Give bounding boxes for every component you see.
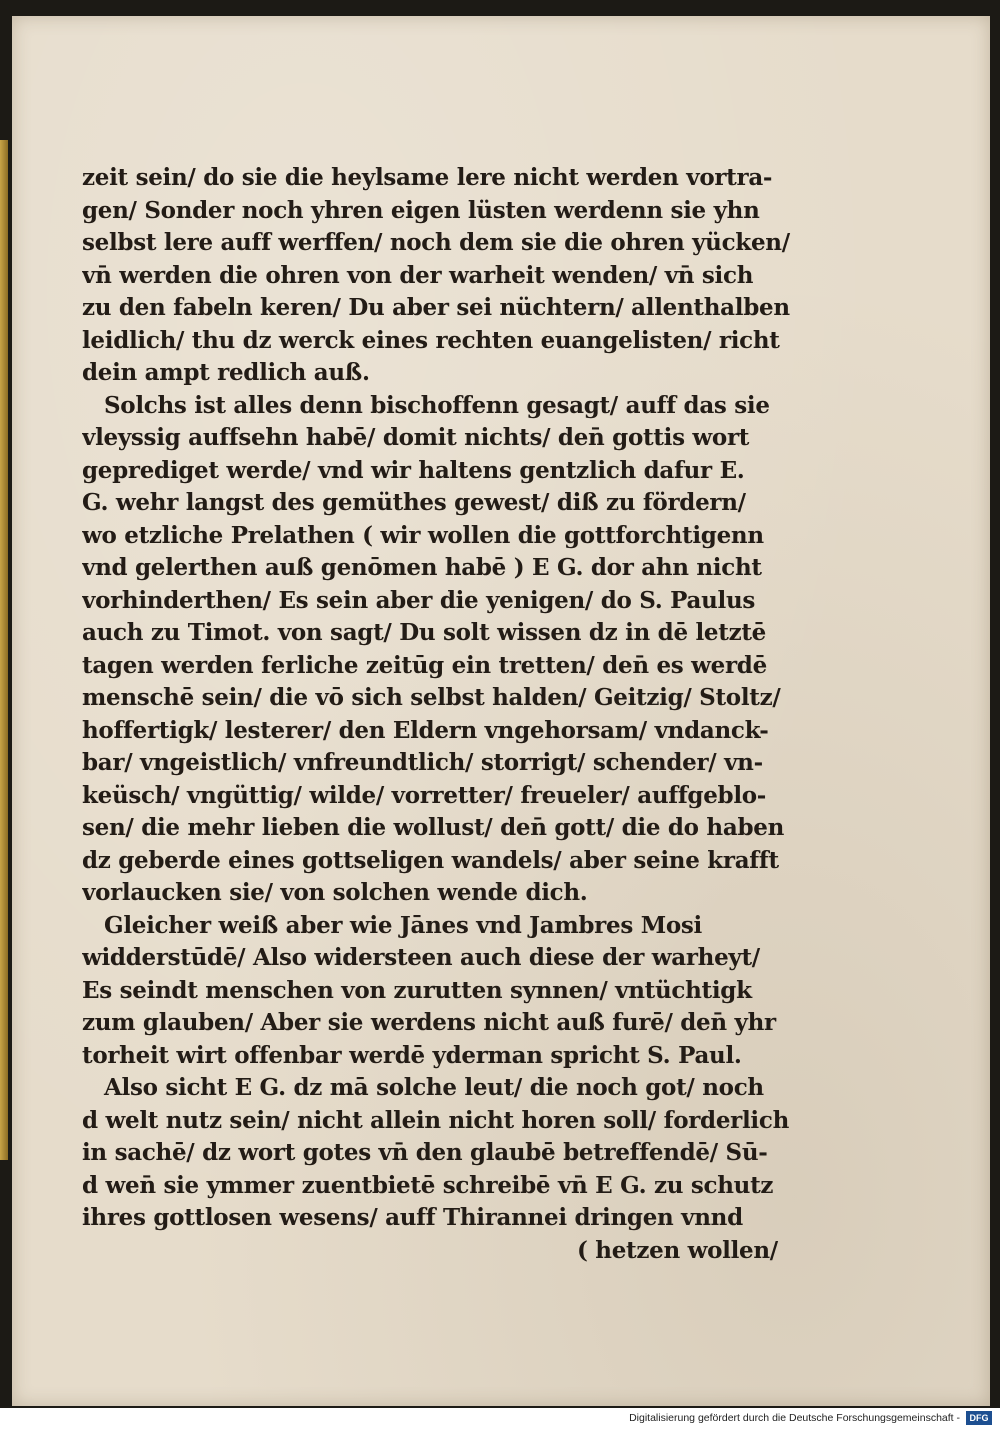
text-line: d welt nutz sein/ nicht allein nicht horen soll/ forderlich	[82, 1106, 789, 1134]
text-line: gen/ Sonder noch yhren eigen lüsten werdenn sie yhn	[82, 196, 760, 224]
text-line: geprediget werde/ vnd wir haltens gentzlich dafur E.	[82, 456, 745, 484]
text-line: widderstūdē/ Also widersteen auch diese der warheyt/	[82, 944, 760, 971]
text-line: vorhinderthen/ Es sein aber die yenigen/ do S. Paulus	[82, 586, 756, 614]
text-line: bar/ vngeistlich/ vnfreundtlich/ storrigt/ schender/ vn-	[82, 749, 763, 776]
catchword: ( hetzen wollen/	[577, 1236, 778, 1264]
text-line: vnd gelerthen auß genōmen habē ) E G. dor ahn nicht	[82, 554, 762, 581]
text-line: wo etzliche Prelathen ( wir wollen die gottforchtigenn	[82, 521, 764, 549]
text-line: Solchs ist alles denn bischoffenn gesagt/ auff das sie	[104, 391, 770, 419]
page-text	[82, 162, 802, 1267]
text-line: d wen̄ sie ymmer zuentbietē schreibē vn̄ E G. zu schutz	[82, 1171, 774, 1199]
footer-bar	[0, 1408, 1000, 1431]
text-line: zeit sein/ do sie die heylsame lere nicht werden vortra-	[82, 164, 773, 191]
text-line: zu den fabeln keren/ Du aber sei nüchtern/ allenthalben	[82, 294, 790, 321]
text-line: vorlaucken sie/ von solchen wende dich.	[82, 879, 588, 906]
dfg-logo-icon: DFG	[966, 1411, 992, 1425]
text-line: selbst lere auff werffen/ noch dem sie die ohren yücken/	[82, 229, 790, 256]
text-line: torheit wirt offenbar werdē yderman spricht S. Paul.	[82, 1041, 742, 1069]
text-line: tagen werden ferliche zeitūg ein tretten/ den̄ es werdē	[82, 651, 767, 679]
text-line: in sachē/ dz wort gotes vn̄ den glaubē betreffendē/ Sū-	[82, 1139, 768, 1166]
book-edge	[0, 140, 8, 1160]
text-line: vn̄ werden die ohren von der warheit wenden/ vn̄ sich	[82, 261, 754, 289]
text-line: Gleicher weiß aber wie Jānes vnd Jambres Mosi	[104, 911, 702, 939]
text-line: auch zu Timot. von sagt/ Du solt wissen dz in dē letztē	[82, 619, 767, 646]
text-line: sen/ die mehr lieben die wollust/ den̄ gott/ die do haben	[82, 814, 784, 841]
text-line: Also sicht E G. dz mā solche leut/ die noch got/ noch	[104, 1074, 764, 1101]
text-line: leidlich/ thu dz werck eines rechten euangelisten/ richt	[82, 326, 780, 354]
text-line: keüsch/ vngüttig/ wilde/ vorretter/ freueler/ auffgeblo-	[82, 781, 767, 809]
funding-credit: Digitalisierung gefördert durch die Deutsche Forschungsgemeinschaft -	[629, 1412, 960, 1424]
text-line: menschē sein/ die vō sich selbst halden/ Geitzig/ Stoltz/	[82, 684, 781, 711]
text-line: vleyssig auffsehn habē/ domit nichts/ den̄ gottis wort	[82, 424, 750, 451]
text-line: hoffertigk/ lesterer/ den Eldern vngehorsam/ vndanck-	[82, 716, 769, 744]
text-line: Es seindt menschen von zurutten synnen/ vntüchtigk	[82, 976, 752, 1004]
text-line: ihres gottlosen wesens/ auff Thirannei dringen vnnd	[82, 1204, 743, 1231]
text-line: zum glauben/ Aber sie werdens nicht auß furē/ den̄ yhr	[82, 1009, 776, 1036]
text-line: dein ampt redlich auß.	[82, 359, 370, 386]
text-line: dz geberde eines gottseligen wandels/ aber seine krafft	[82, 846, 779, 874]
text-line: G. wehr langst des gemüthes gewest/ diß zu fördern/	[82, 489, 746, 516]
